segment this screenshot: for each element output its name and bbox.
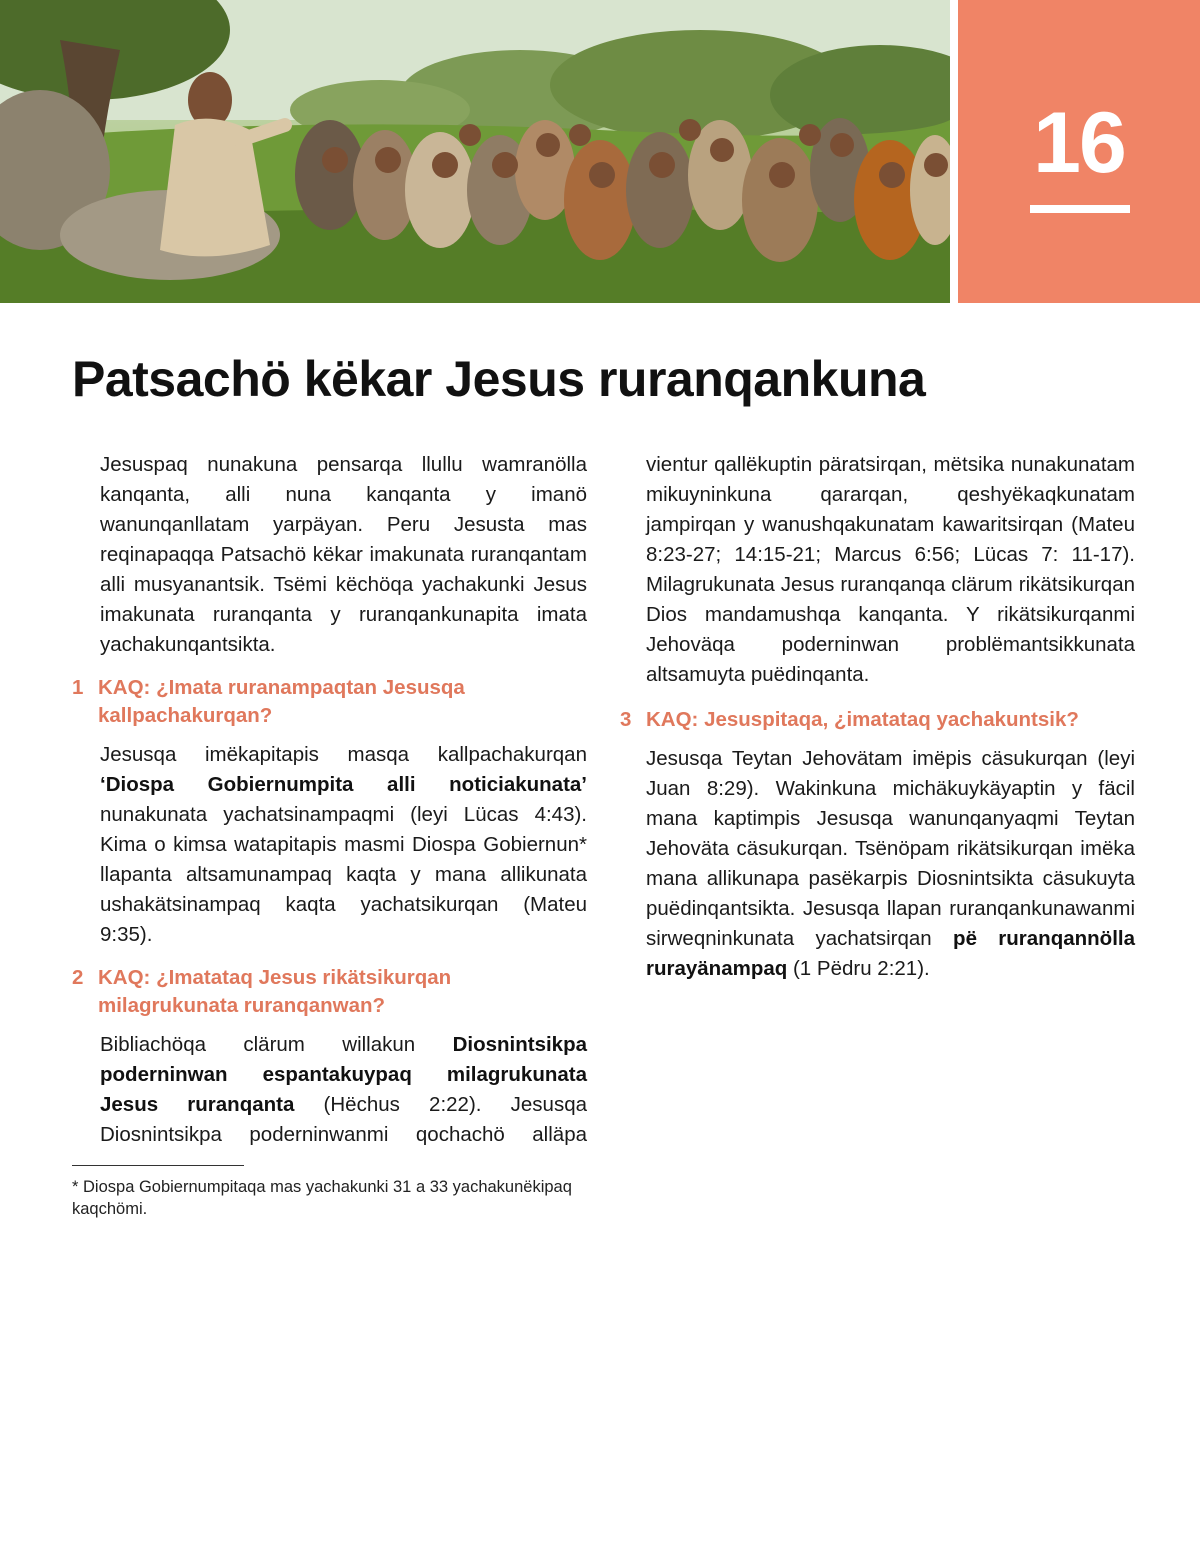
section-2-paragraph [100,1030,587,1150]
footnote: * Diospa Gobiernumpitaqa mas yachakunki 31 a 33 yachakunëkipaq kaqchömi. [72,1178,572,1218]
section-number: 1 [72,676,84,699]
right-column [620,450,1135,984]
section-number: 3 [620,708,632,731]
section-heading-1 [72,674,587,730]
text-run: Jesusqa imëkapitapis masqa kallpachakurqan [100,743,587,766]
text-run: Bibliachöqa clärum willakun [100,1033,453,1056]
text-run: nunakunata yachatsinampaqmi (leyi Lücas 4:43). Kima o kimsa watapitapis masmi Diospa Gobiernun* llapanta altsamunampaq kaqta y mana allikunata ushakätsinampaq kaqta yachatsikurqan (Mateu 9:35). [100,803,587,946]
left-column [72,450,587,1150]
section-heading-3 [620,706,1135,734]
bold-text: ‘Diospa Gobiernumpita alli noticiakunata’ [100,773,587,796]
section-3-paragraph [646,744,1135,984]
text-run: (Hëchus 2:22). Jesusqa Diosnintsikpa poderninwanmi qochachö alläpa [100,1093,587,1146]
text-run: (1 Pëdru 2:21). [787,957,930,980]
header-illustration [0,0,950,303]
section-heading-text: KAQ: ¿Imata ruranampaqtan Jesusqa kallpachakurqan? [98,676,465,727]
intro-paragraph: Jesuspaq nunakuna pensarqa llullu wamranölla kanqanta, alli nuna kanqanta y imanö wanunqanllatam yarpäyan. Peru Jesusta mas reqinapaqqa Patsachö këkar imakunata ruranqantam alli musyanantsik. Tsëmi këchöqa yachakunki Jesus imakunata ruranqanta y ruranqankunapita imata yachakunqantsikta. [100,453,587,656]
section-number: 2 [72,966,84,989]
section-2-paragraph-continued: vientur qallëkuptin päratsirqan, mëtsika nunakunatam mikuyninkuna qararqan, qeshyëkaqkunatam jampirqan y wanushqakunatam kawaritsirqan (Mateu 8:23-27; 14:15-21; Marcus 6:56; Lücas 7: 11-17). Milagrukunata Jesus ruranqanqa clärum rikätsikurqan Dios mandamushqa kanqanta. Y rikätsikurqanmi Jehoväqa poderninwan problëmantsikkunata altsamuyta puëdinqanta. [646,453,1135,686]
footnote-rule [72,1165,244,1166]
section-heading-text: KAQ: Jesuspitaqa, ¿imatataq yachakuntsik? [646,708,1079,731]
bold-text: Diosnintsikpa poderninwan espantakuypaq milagrukunata Jesus ruranqanta [100,1033,587,1116]
section-heading-text: KAQ: ¿Imatataq Jesus rikätsikurqan milagrukunata ruranqanwan? [98,966,452,1017]
chapter-number-block [958,0,1200,303]
chapter-underline [1030,205,1130,213]
bold-text: pë ruranqannölla rurayänampaq [646,927,1135,980]
section-1-paragraph [100,740,587,950]
section-heading-2 [72,964,587,1020]
chapter-number: 16 [1033,95,1125,191]
text-run: Jesusqa Teytan Jehovätam imëpis cäsukurqan (leyi Juan 8:29). Wakinkuna michäkuykäyaptin y fäcil mana kaptimpis Jesusqa wanunqanyaqmi Teytan Jehoväta cäsukurqan. Tsënöpam rikätsikurqan imëka mana allikunapa pasëkarpis Diosnintsikta cäsukuyta puëdinqantsikta. Jesusqa llapan ruranqankunawanmi sirweqninkunata yachatsirqan [646,747,1135,950]
page-title: Patsachö këkar Jesus ruranqankuna [72,351,926,407]
